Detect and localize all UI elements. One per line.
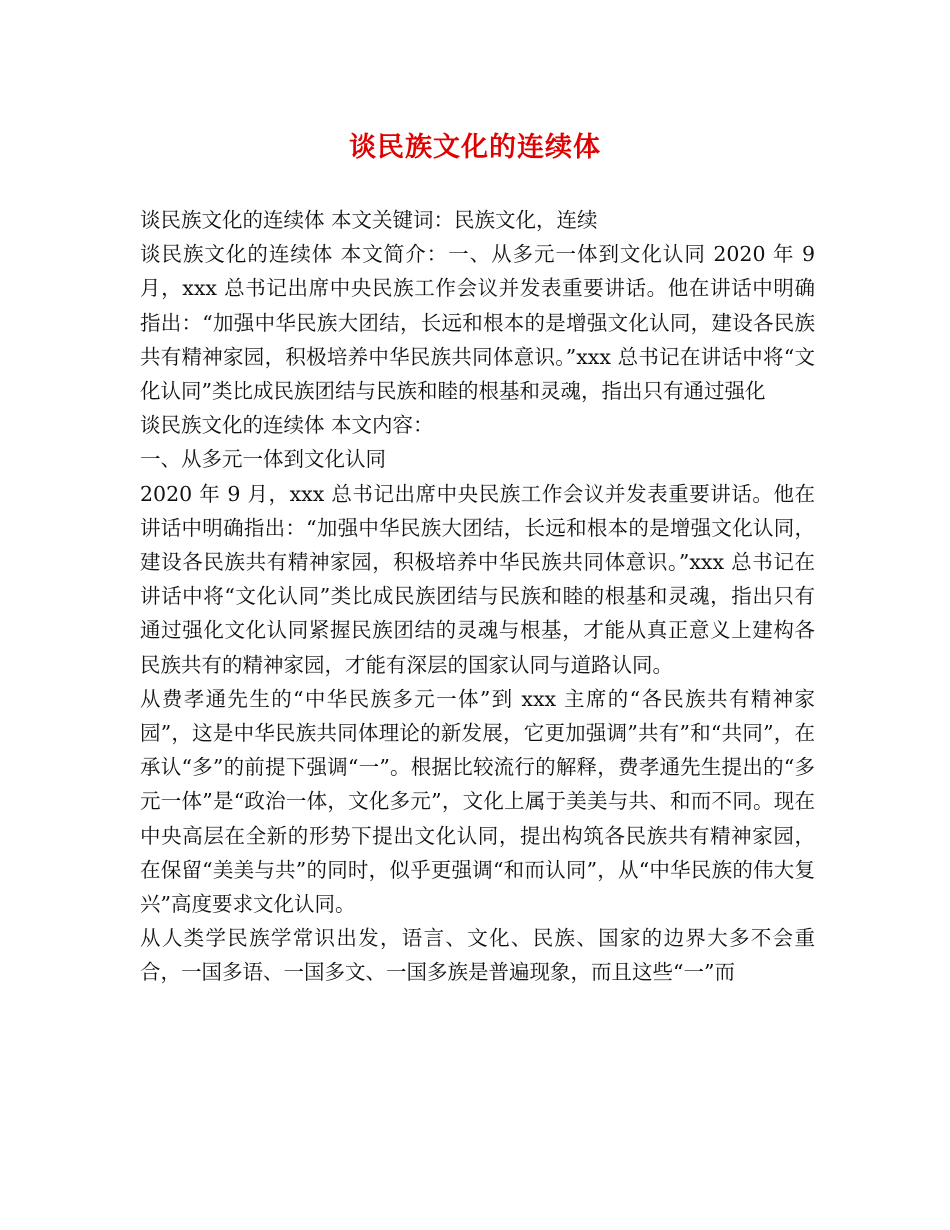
document-title: 谈民族文化的连续体 <box>349 132 601 163</box>
paragraph: 从费孝通先生的“中华民族多元一体”到 xxx 主席的“各民族共有精神家园”，这是中华民族共同体理论的新发展，它更加强调”共有”和“共同”，在承认“多”的前提下强调“一”。根据比较流行的解释，费孝通先生提出的“多元一体”是“政治一体，文化多元”，文化上属于美美与共、和而不同。现在中央高层在全新的形势下提出文化认同，提出构筑各民族共有精神家园，在保留“美美与共”的同时，似乎更强调“和而认同”，从“中华民族的伟大复兴”高度要求文化认同。 <box>140 686 815 917</box>
paragraph: 2020 年 9 月，xxx 总书记出席中央民族工作会议并发表重要讲话。他在讲话中明确指出：“加强中华民族大团结，长远和根本的是增强文化认同，建设各民族共有精神家园，积极培养中华民族共同体意识。”xxx 总书记在讲话中将“文化认同”类比成民族团结与民族和睦的根基和灵魂，指出只有通过强化文化认同紧握民族团结的灵魂与根基，才能从真正意义上建构各民族共有的精神家园，才能有深层的国家认同与道路认同。 <box>140 481 815 677</box>
paragraph-content-label: 谈民族文化的连续体 本文内容： <box>140 413 434 438</box>
paragraph: 从人类学民族学常识出发，语言、文化、民族、国家的边界大多不会重合，一国多语、一国多文、一国多族是普遍现象，而且这些“一”而 <box>140 926 815 985</box>
paragraph-summary: 谈民族文化的连续体 本文简介：一、从多元一体到文化认同 2020 年 9 月，xxx 总书记出席中央民族工作会议并发表重要讲话。他在讲话中明确指出：“加强中华民族大团结，长远和根本的是增强文化认同，建设各民族共有精神家园，积极培养中华民族共同体意识。”xxx 总书记在讲话中将“文化认同”类比成民族团结与民族和睦的根基和灵魂，指出只有通过强化 <box>140 242 815 404</box>
section-heading: 一、从多元一体到文化认同 <box>140 447 386 472</box>
paragraph-keywords: 谈民族文化的连续体 本文关键词：民族文化，连续 <box>140 208 598 232</box>
document-body <box>140 203 815 990</box>
